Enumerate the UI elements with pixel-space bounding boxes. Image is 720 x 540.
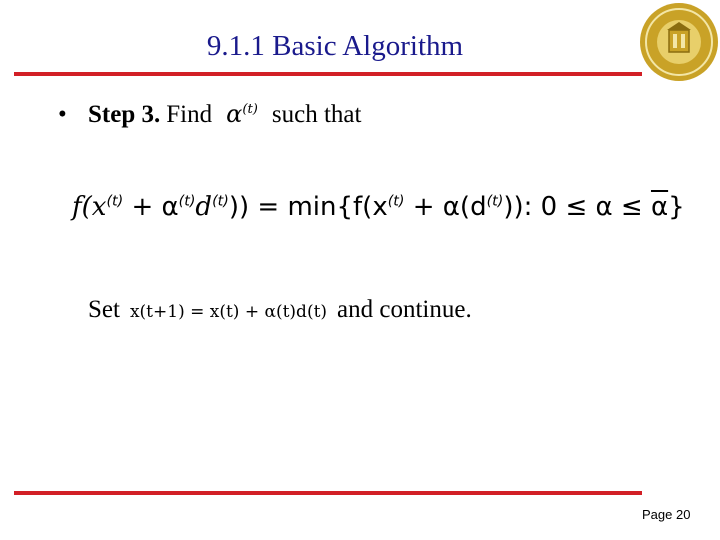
continue-text: and continue.	[337, 296, 472, 323]
university-seal-logo	[637, 0, 720, 84]
alpha-bar: $\overline{\alpha}$	[650, 192, 669, 222]
title-divider	[14, 72, 642, 76]
set-text: Set	[88, 296, 120, 323]
footer-divider	[14, 491, 642, 495]
set-update-line	[88, 296, 472, 324]
line-search-equation: $f(x^{(t)} + \alpha^{(t)}d^{(t)})) = \min\{f(x^{(t)} + \alpha(d^{(t)}))$: $0 \le \alpha \le \overline{\alpha}$}	[72, 192, 685, 222]
step-label: Step 3.	[88, 101, 161, 128]
such-that-text: such that	[271, 101, 362, 128]
alpha-t-symbol: $\alpha^{(t)}$	[226, 100, 258, 128]
step-3-bullet	[58, 100, 361, 129]
update-formula: x(t+1) = x(t) + α(t)d(t)	[129, 302, 328, 322]
find-text: Find	[166, 101, 213, 128]
slide-title: 9.1.1 Basic Algorithm	[206, 30, 464, 62]
page-number: Page 20	[642, 507, 691, 522]
bullet-marker: •	[58, 101, 67, 128]
